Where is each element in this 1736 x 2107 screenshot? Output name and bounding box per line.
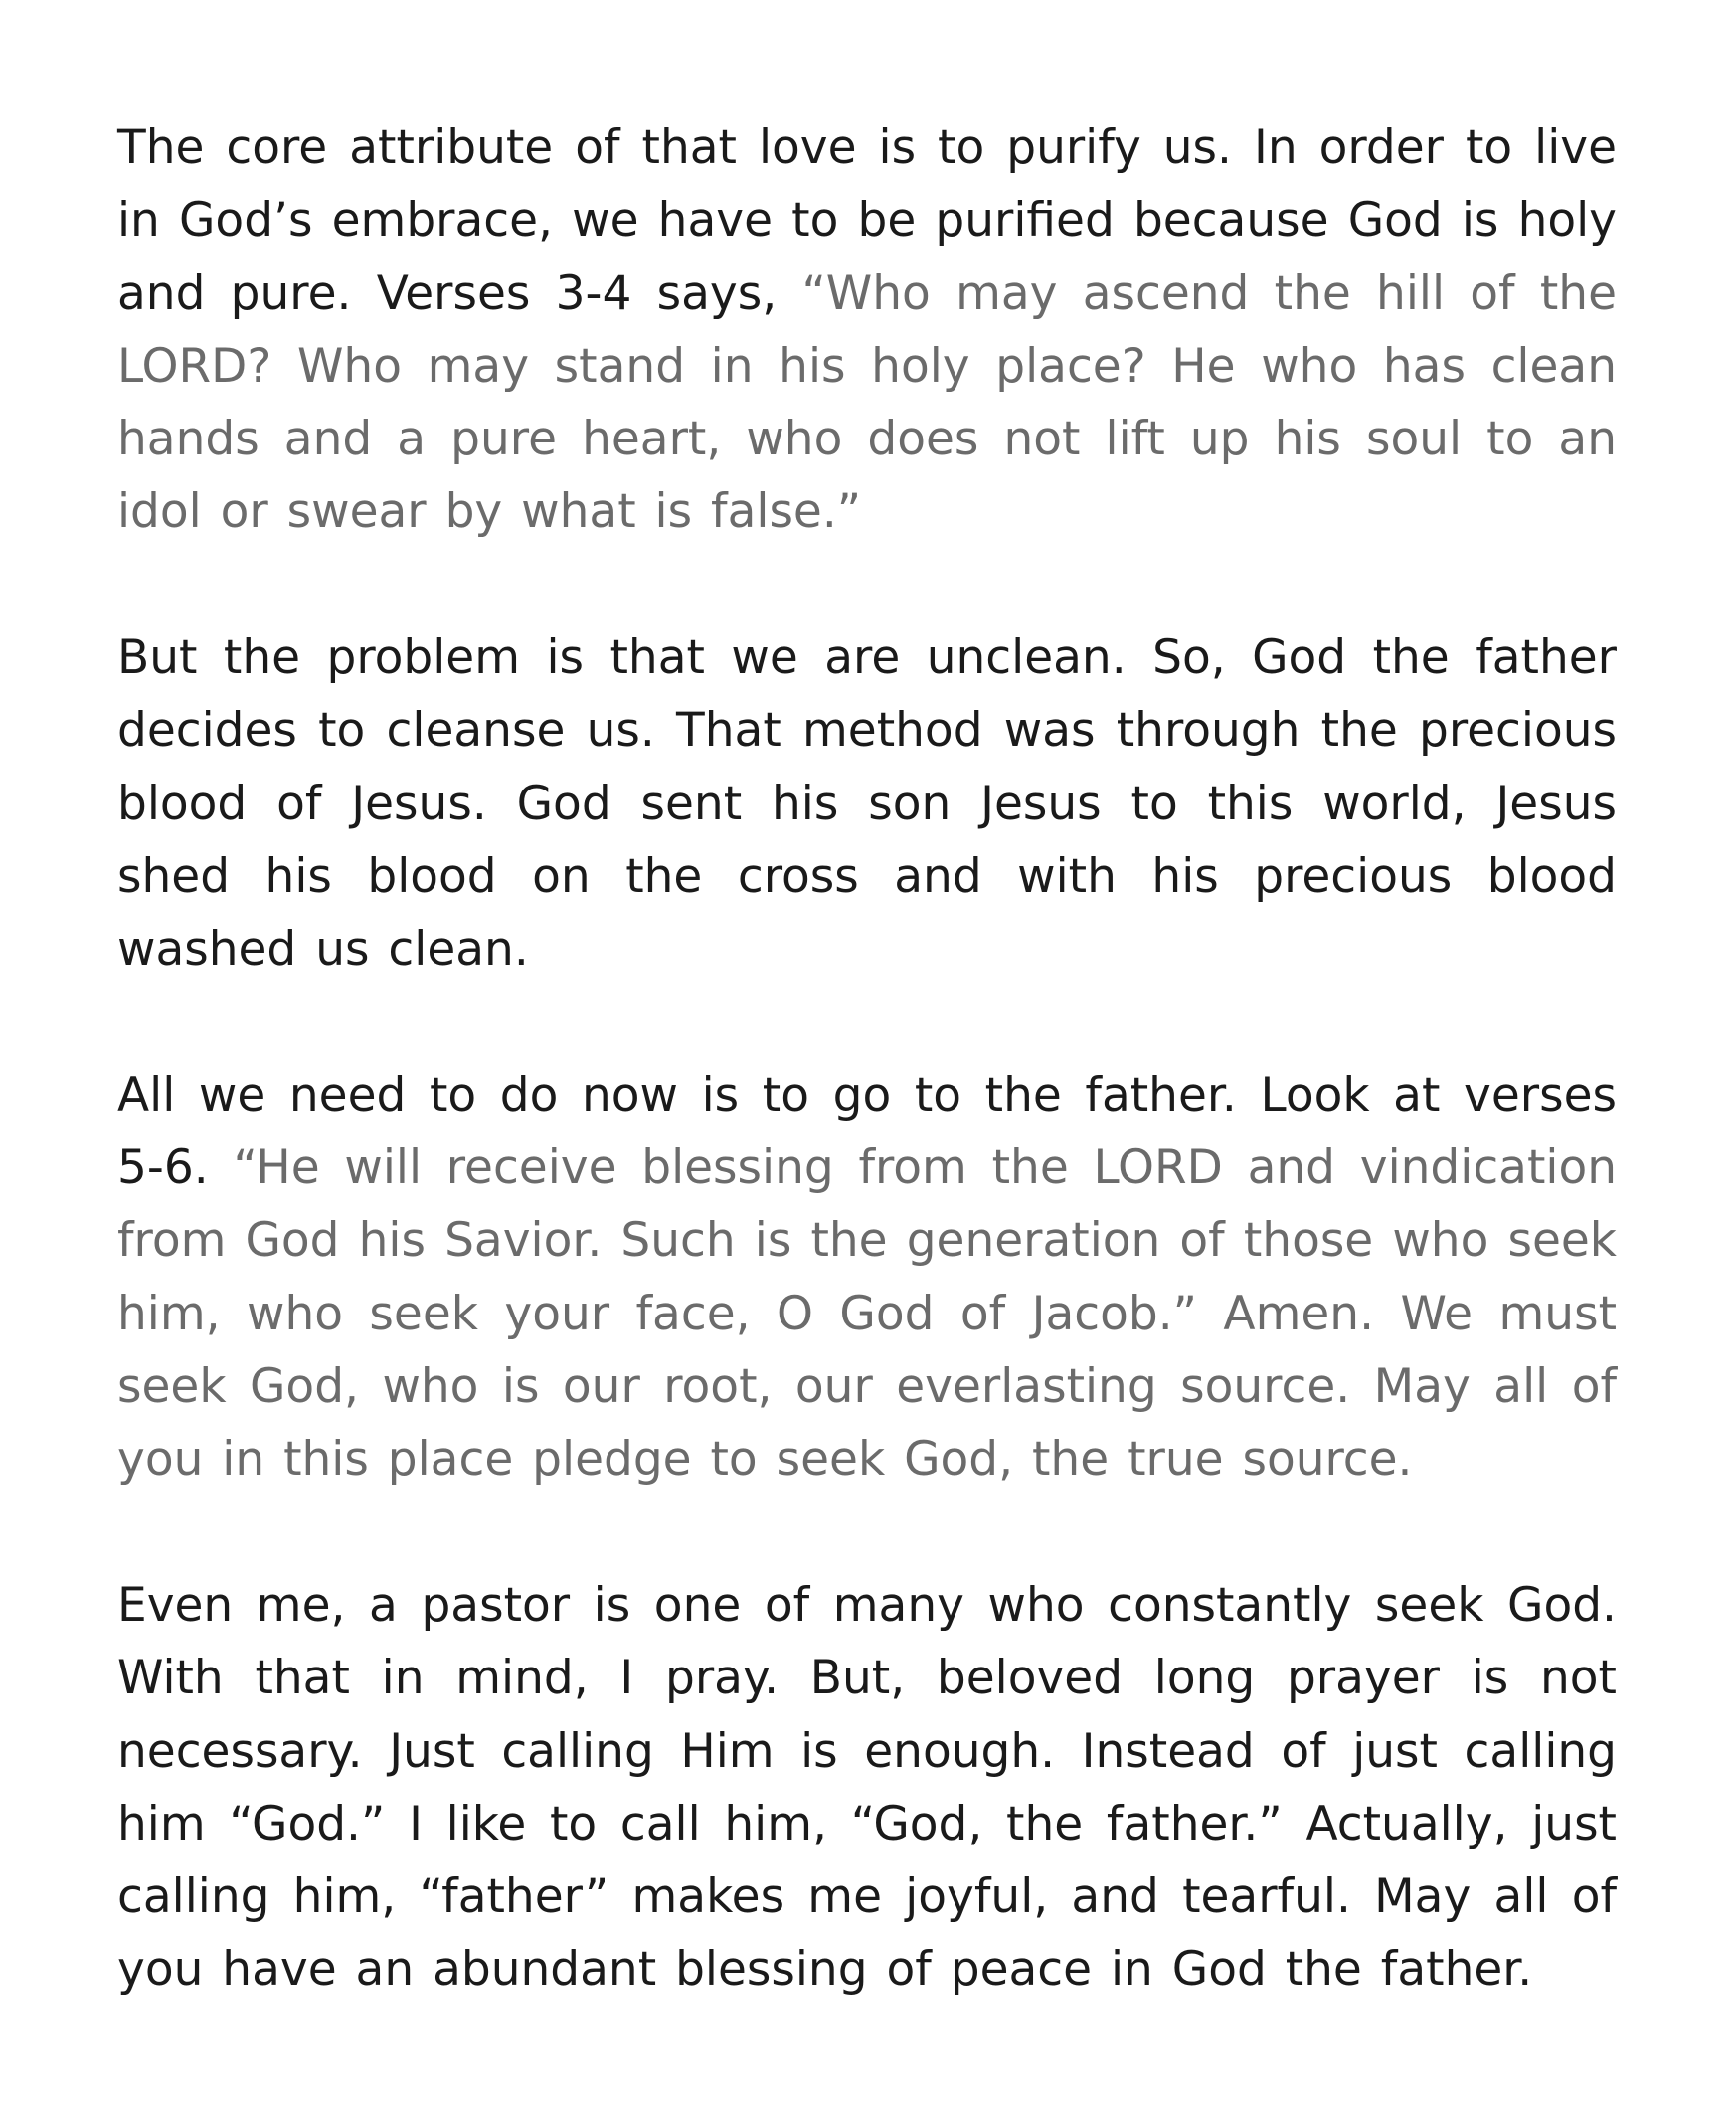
document-body: [117, 111, 1617, 2007]
scripture-quote: “He will receive blessing from the LORD and vindication from God his Savior. Such is the generation of those who seek him, who seek your face, O God of Jacob.” Amen. We must seek God, who is our root, our everlasting source. May all of you in this place pledge to seek God, the true source.: [117, 1141, 1617, 1488]
paragraph-cleanse: [117, 621, 1617, 985]
paragraph-pastor-prayer: [117, 1569, 1617, 2007]
paragraph-text: But the problem is that we are unclean. So, God the father decides to cleanse us. That method was through the precious blood of Jesus. God sent his son Jesus to this world, Jesus shed his blood on the cross and with his precious blood washed us clean.: [117, 630, 1617, 977]
paragraph-text: Even me, a pastor is one of many who constantly seek God. With that in mind, I pray. But, beloved long prayer is not necessary. Just calling Him is enough. Instead of just calling him “God.” I like to call him, “God, the father.” Actually, just calling him, “father” makes me joyful, and tearful. May all of you have an abundant blessing of peace in God the father.: [117, 1577, 1617, 1998]
scripture-quote: “Who may ascend the hill of the LORD? Who may stand in his holy place? He who has clean hands and a pure heart, who does not lift up his soul to an idol or swear by what is false.”: [117, 265, 1617, 540]
paragraph-seek-father: [117, 1059, 1617, 1496]
paragraph-text: All we need to do now is to go to the father. Look at verses 5-6.: [117, 1067, 1617, 1196]
paragraph-text: The core attribute of that love is to purify us. In order to live in God’s embrace, we have to be purified because God is holy and pure. Verses 3-4 says,: [117, 120, 1617, 321]
paragraph-purify: [117, 111, 1617, 549]
